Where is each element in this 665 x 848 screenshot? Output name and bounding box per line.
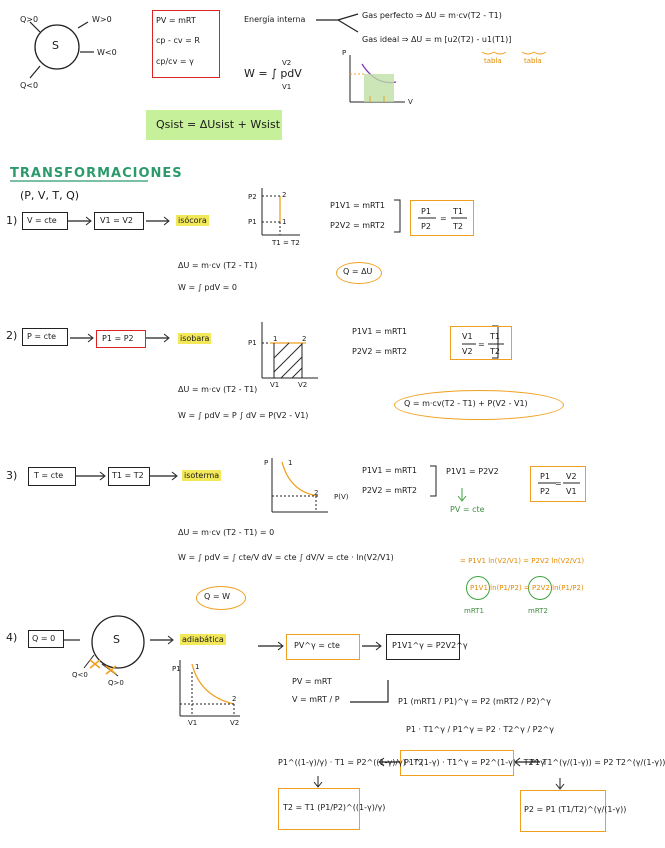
s2-ideal-2: P2V2 = mRT2 bbox=[352, 347, 408, 356]
system-s-label: S bbox=[52, 39, 59, 52]
s4-step-1: P1 (mRT1 / P1)^γ = P2 (mRT2 / P2)^γ bbox=[398, 697, 551, 706]
s4-step-3: P1^(1-γ) · T1^γ = P2^(1-γ) · T2^γ bbox=[404, 758, 546, 767]
s4-graph-v1: V1 bbox=[188, 719, 198, 727]
s2-ratio-right-top: T1 bbox=[490, 332, 500, 341]
s4-step-4: P1^((1-γ)/γ) · T1 = P2^((1-γ)/γ) · T2 bbox=[278, 758, 424, 767]
s1-graph-tx: T1 = T2 bbox=[272, 239, 300, 247]
s2-graph-point-2: 2 bbox=[302, 335, 307, 343]
s2-condition: P = cte bbox=[27, 332, 57, 341]
s1-process-name: isócora bbox=[178, 216, 207, 225]
s3-du: ΔU = m·cv (T2 - T1) = 0 bbox=[178, 528, 275, 537]
s3-graph-p: P bbox=[264, 459, 269, 467]
s2-graph-v1: V1 bbox=[270, 381, 280, 389]
s1-graph-p1: P2 bbox=[248, 193, 257, 201]
s2-ratio-right-bot: T2 bbox=[490, 347, 500, 356]
s2-equals: = bbox=[478, 340, 485, 349]
s3-pv-cte: PV = cte bbox=[450, 505, 485, 514]
s3-number: 3) bbox=[6, 469, 18, 482]
s4-step-5: P1 T1^(γ/(1-γ)) = P2 T2^(γ/(1-γ)) bbox=[530, 758, 665, 767]
s1-graph-p2: P1 bbox=[248, 218, 257, 226]
s2-ratio-left-bot: V2 bbox=[462, 347, 473, 356]
s4-number: 4) bbox=[6, 631, 18, 644]
s3-condition: T = cte bbox=[34, 471, 64, 480]
s1-q: Q = ΔU bbox=[343, 267, 373, 276]
s4-pvgamma: PV^γ = cte bbox=[294, 641, 340, 650]
tabla-note-2: tabla bbox=[524, 57, 542, 65]
s3-work: W = ∫ pdV = ∫ cte/V dV = cte ∫ dV/V = cte · ln(V2/V1) bbox=[178, 553, 394, 562]
section-heading: TRANSFORMACIONES bbox=[10, 166, 183, 181]
pv-axis-p: P bbox=[342, 49, 347, 57]
s1-ratio-right-bot: T2 bbox=[453, 222, 463, 231]
red-box-line-3: cp/cv = γ bbox=[156, 57, 194, 66]
s1-work: W = ∫ pdV = 0 bbox=[178, 283, 237, 292]
s2-graph-p: P1 bbox=[248, 339, 257, 347]
tabla-note-1: tabla bbox=[484, 57, 502, 65]
s1-graph-point-2: 2 bbox=[282, 191, 287, 199]
s3-graph-pv: P(V) bbox=[334, 493, 349, 501]
s2-graph-v2: V2 bbox=[298, 381, 308, 389]
s1-ratio-left-bot: P2 bbox=[421, 222, 431, 231]
pv-axis-v: V bbox=[408, 98, 413, 106]
s1-ratio-left-top: P1 bbox=[421, 207, 431, 216]
first-law-equation: Qsist = ΔUsist + Wsist bbox=[156, 118, 281, 131]
s1-ideal-2: P2V2 = mRT2 bbox=[330, 221, 386, 230]
s4-result-2: P2 = P1 (T1/T2)^(γ/(1-γ)) bbox=[524, 805, 627, 814]
s2-equality: P1 = P2 bbox=[102, 334, 134, 343]
s4-q-positive: Q>0 bbox=[108, 679, 124, 687]
s4-pvgamma2: P1V1^γ = P2V2^γ bbox=[392, 641, 468, 650]
gas-perfecto-line: Gas perfecto ⇒ ΔU = m·cv(T2 - T1) bbox=[362, 11, 502, 20]
s4-step-2: P1 · T1^γ / P1^γ = P2 · T2^γ / P2^γ bbox=[406, 725, 554, 734]
s1-ratio-right-top: T1 bbox=[453, 207, 463, 216]
s4-sub-1: PV = mRT bbox=[292, 677, 332, 686]
work-lower-limit: V1 bbox=[282, 83, 292, 91]
s3-work-alt-1: = P1V1 ln(V2/V1) = P2V2 ln(V2/V1) bbox=[460, 557, 585, 565]
s2-du: ΔU = m·cv (T2 - T1) bbox=[178, 385, 258, 394]
s2-ideal-1: P1V1 = mRT1 bbox=[352, 327, 408, 336]
q-negative-label: Q<0 bbox=[20, 81, 39, 90]
s2-q: Q = m·cv(T2 - T1) + P(V2 - V1) bbox=[404, 399, 528, 408]
s4-graph-point-1: 1 bbox=[195, 663, 200, 671]
work-integral: W = ∫ pdV bbox=[244, 67, 302, 80]
s3-ratio-right-bot: V1 bbox=[566, 487, 577, 496]
s2-ratio-left-top: V1 bbox=[462, 332, 473, 341]
gas-ideal-line: Gas ideal ⇒ ΔU = m [u2(T2) - u1(T1)] bbox=[362, 35, 512, 44]
s4-sub-2: V = mRT / P bbox=[292, 695, 340, 704]
s4-result-1: T2 = T1 (P1/P2)^((1-γ)/γ) bbox=[283, 803, 386, 812]
s1-ideal-1: P1V1 = mRT1 bbox=[330, 201, 386, 210]
s1-du: ΔU = m·cv (T2 - T1) bbox=[178, 261, 258, 270]
s1-equality: V1 = V2 bbox=[100, 216, 133, 225]
s3-pv-equality: P1V1 = P2V2 bbox=[446, 467, 499, 476]
s4-graph-point-2: 2 bbox=[232, 695, 237, 703]
s2-graph-point-1: 1 bbox=[273, 335, 278, 343]
s3-graph-point-2: 2 bbox=[314, 489, 319, 497]
s3-equals: = bbox=[555, 479, 562, 488]
s4-process-name: adiabática bbox=[182, 635, 224, 644]
s3-ratio-left-top: P1 bbox=[540, 472, 550, 481]
s3-mrt2: mRT2 bbox=[528, 607, 548, 615]
internal-energy-label: Energía interna bbox=[244, 15, 306, 24]
s4-system-s: S bbox=[113, 633, 120, 646]
s4-condition: Q = 0 bbox=[32, 634, 56, 643]
state-variables: (P, V, T, Q) bbox=[20, 189, 80, 202]
s2-work: W = ∫ pdV = P ∫ dV = P(V2 - V1) bbox=[178, 411, 309, 420]
s3-equality: T1 = T2 bbox=[112, 471, 144, 480]
w-negative-label: W<0 bbox=[97, 48, 117, 57]
w-positive-label: W>0 bbox=[92, 15, 112, 24]
s3-q: Q = W bbox=[204, 592, 230, 601]
red-box-line-2: cp - cv = R bbox=[156, 36, 200, 45]
s1-number: 1) bbox=[6, 214, 18, 227]
q-positive-label: Q>0 bbox=[20, 15, 39, 24]
s3-mrt1: mRT1 bbox=[464, 607, 484, 615]
work-upper-limit: V2 bbox=[282, 59, 292, 67]
s3-ideal-1: P1V1 = mRT1 bbox=[362, 466, 418, 475]
s2-number: 2) bbox=[6, 329, 18, 342]
s3-ideal-2: P2V2 = mRT2 bbox=[362, 486, 418, 495]
s3-work-alt-2: P1V1 ln(P1/P2) = P2V2 ln(P1/P2) bbox=[470, 584, 584, 592]
red-box-line-1: PV = mRT bbox=[156, 16, 196, 25]
s1-graph-point-1: 1 bbox=[282, 218, 287, 226]
s4-q-negative: Q<0 bbox=[72, 671, 88, 679]
s2-process-name: isobara bbox=[180, 334, 210, 343]
s4-graph-p: P1 bbox=[172, 665, 181, 673]
s3-ratio-right-top: V2 bbox=[566, 472, 577, 481]
s3-graph-point-1: 1 bbox=[288, 459, 293, 467]
s1-equals: = bbox=[440, 214, 447, 223]
s3-ratio-left-bot: P2 bbox=[540, 487, 550, 496]
s1-condition: V = cte bbox=[27, 216, 57, 225]
s4-graph-v2: V2 bbox=[230, 719, 240, 727]
s3-process-name: isoterma bbox=[184, 471, 220, 480]
